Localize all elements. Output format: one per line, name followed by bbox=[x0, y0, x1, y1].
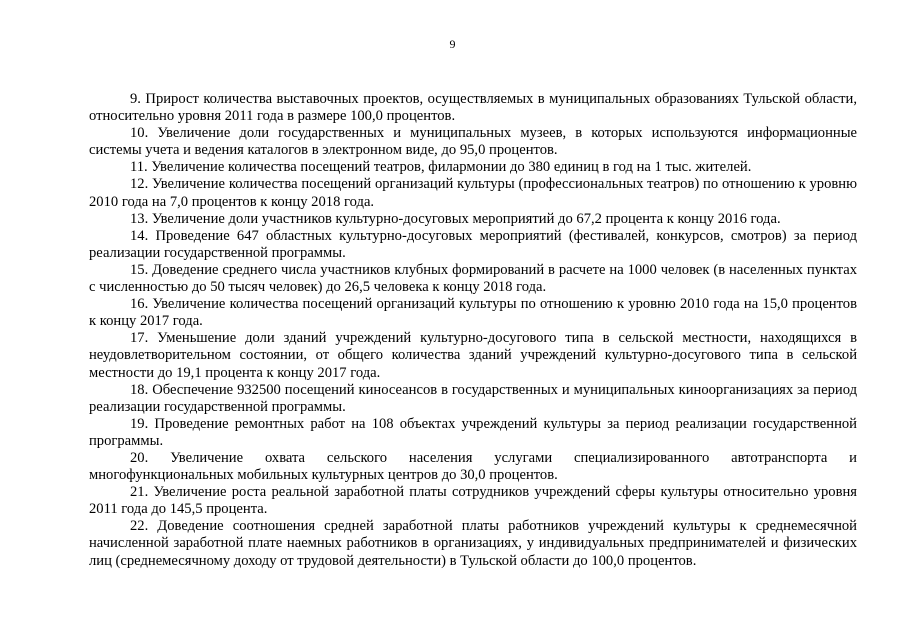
paragraph-item-14: 14. Проведение 647 областных культурно-досуговых мероприятий (фестивалей, конкурсов, смотров) за период реализации государственной программы. bbox=[89, 227, 857, 261]
paragraph-item-11: 11. Увеличение количества посещений театров, филармонии до 380 единиц в год на 1 тыс. жителей. bbox=[130, 159, 752, 176]
paragraph-item-10: 10. Увеличение доли государственных и муниципальных музеев, в которых используются информационные системы учета и ведения каталогов в электронном виде, до 95,0 процентов. bbox=[89, 125, 857, 159]
paragraph-item-9: 9. Прирост количества выставочных проектов, осуществляемых в муниципальных образованиях Тульской области, относительно уровня 2011 года в размере 100,0 процентов. bbox=[89, 91, 857, 125]
paragraph-item-15: 15. Доведение среднего числа участников клубных формирований в расчете на 1000 человек (в населенных пунктах с численностью до 50 тысяч человек) до 26,5 человека к концу 2018 года. bbox=[89, 261, 857, 296]
paragraph-item-20: 20. Увеличение охвата сельского населения услугами специализированного автотранспорта и многофункциональных мобильных культурных центров до 30,0 процентов. bbox=[89, 449, 857, 484]
paragraph-item-18: 18. Обеспечение 932500 посещений киносеансов в государственных и муниципальных киноорганизациях за период реализации государственной программы. bbox=[89, 381, 857, 415]
paragraph-item-13: 13. Увеличение доли участников культурно-досуговых мероприятий до 67,2 процента к концу 2016 года. bbox=[130, 210, 781, 227]
paragraph-item-21: 21. Увеличение роста реальной заработной платы сотрудников учреждений сферы культуры относительно уровня 2011 года до 145,5 процента. bbox=[89, 484, 857, 518]
paragraph-item-16: 16. Увеличение количества посещений организаций культуры по отношению к уровню 2010 года на 15,0 процентов к концу 2017 года. bbox=[89, 296, 857, 330]
paragraph-item-19: 19. Проведение ремонтных работ на 108 объектах учреждений культуры за период реализации государственной программы. bbox=[89, 415, 857, 449]
paragraph-item-12: 12. Увеличение количества посещений организаций культуры (профессиональных театров) по отношению к уровню 2010 года на 7,0 процентов к концу 2018 года. bbox=[89, 176, 857, 210]
paragraph-item-22: 22. Доведение соотношения средней заработной платы работников учреждений культуры к среднемесячной начисленной заработной плате наемных работников в организациях, у индивидуальных предпринимателей и физических лиц (среднемесячному доходу от трудовой деятельности) в Тульской области до 100,0 процентов. bbox=[89, 518, 857, 569]
document-body bbox=[89, 91, 857, 570]
page-number: 9 bbox=[449, 37, 456, 51]
paragraph-item-17: 17. Уменьшение доли зданий учреждений культурно-досугового типа в сельской местности, находящихся в неудовлетворительном состоянии, от общего количества зданий учреждений культурно-досугового типа в сельской местности до 19,1 процента к концу 2017 года. bbox=[89, 330, 857, 381]
